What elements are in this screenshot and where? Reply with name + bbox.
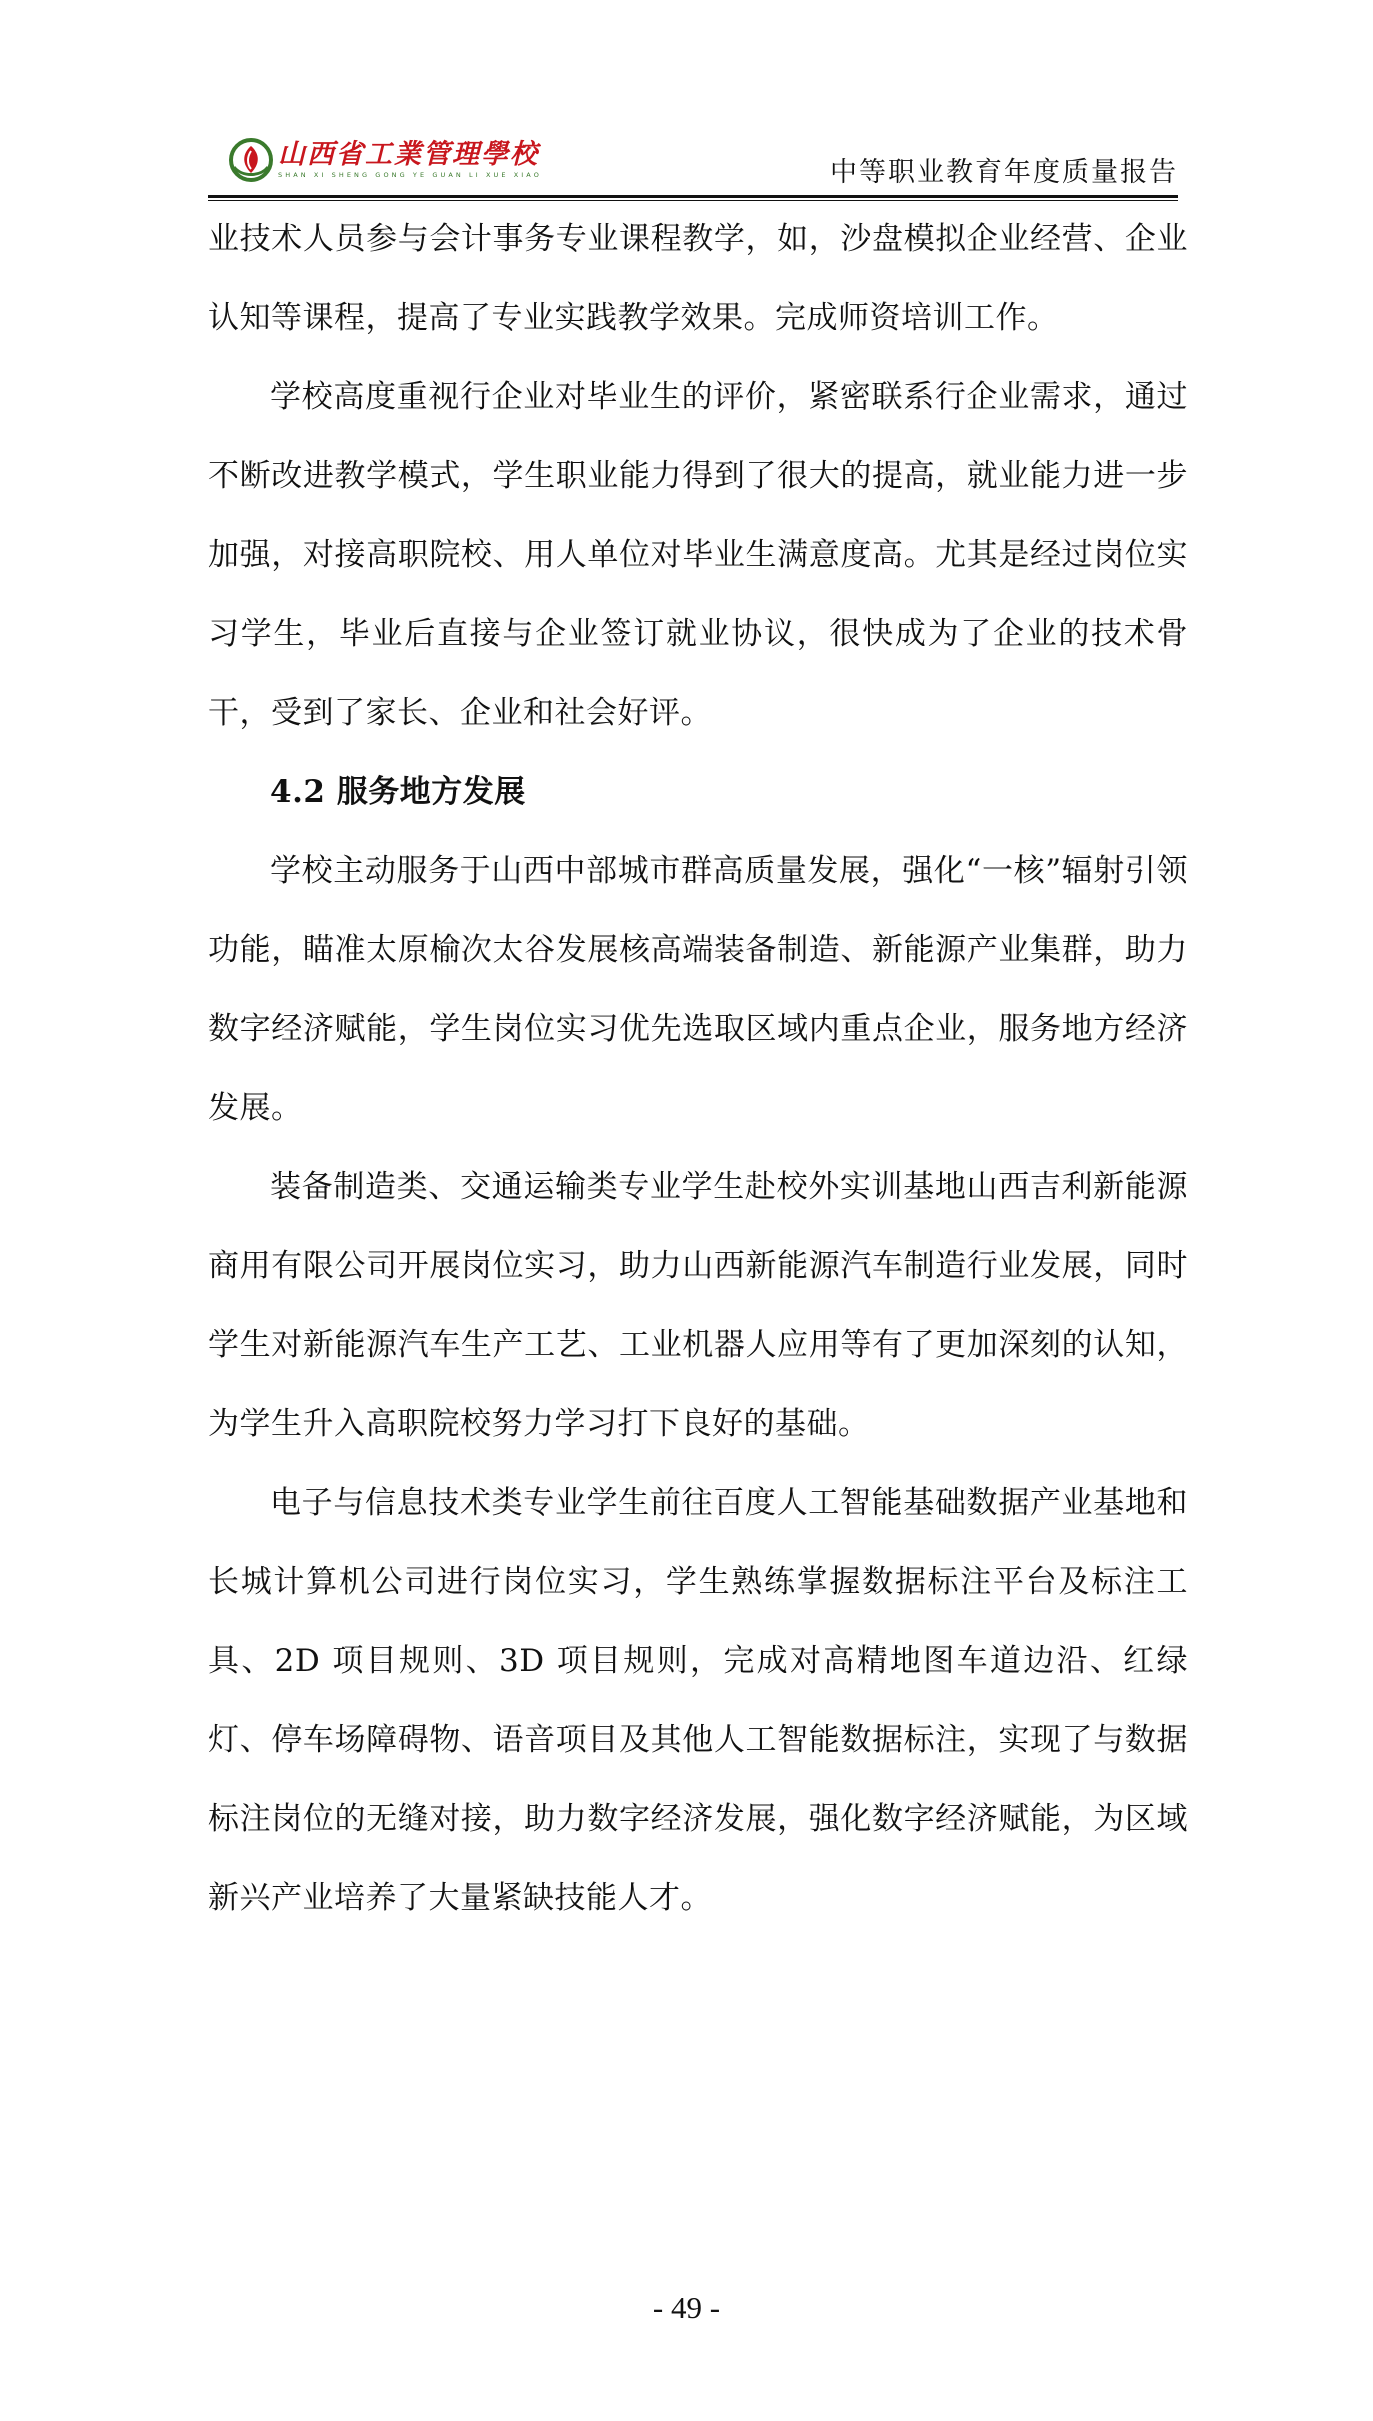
paragraph-5: 电子与信息技术类专业学生前往百度人工智能基础数据产业基地和长城计算机公司进行岗位实习，学生熟练掌握数据标注平台及标注工具、2D 项目规则、3D 项目规则，完成对高精地图车道边沿、红绿灯、停车场障碍物、语音项目及其他人工智能数据标注，实现了与数据标注岗位的无缝对接，助力数字经济发展，强化数字经济赋能，为区域新兴产业培养了大量紧缺技能人才。 — [208, 1485, 1188, 1916]
paragraph-1: 业技术人员参与会计事务专业课程教学，如，沙盘模拟企业经营、企业认知等课程，提高了专业实践教学效果。完成师资培训工作。 — [208, 221, 1188, 336]
school-pinyin: SHAN XI SHENG GONG YE GUAN LI XUE XIAO — [278, 171, 542, 180]
paragraph-3: 学校主动服务于山西中部城市群高质量发展，强化“一核”辐射引领功能，瞄准太原榆次太谷发展核高端装备制造、新能源产业集群，助力数字经济赋能，学生岗位实习优先选取区域内重点企业，服务地方经济发展。 — [208, 853, 1188, 1126]
page-number: - 49 - — [652, 2290, 721, 2325]
paragraph-2: 学校高度重视行企业对毕业生的评价，紧密联系行企业需求，通过不断改进教学模式，学生职业能力得到了很大的提高，就业能力进一步加强，对接高职院校、用人单位对毕业生满意度高。尤其是经过岗位实习学生，毕业后直接与企业签订就业协议，很快成为了企业的技术骨干，受到了家长、企业和社会好评。 — [208, 379, 1188, 731]
report-title: 中等职业教育年度质量报告 — [830, 157, 1178, 188]
school-name: 山西省工業管理學校 — [278, 139, 539, 171]
school-logo — [228, 131, 542, 189]
header-rule — [208, 195, 1178, 198]
page-header — [208, 125, 1178, 195]
school-emblem-icon — [228, 137, 274, 183]
paragraph-4: 装备制造类、交通运输类专业学生赴校外实训基地山西吉利新能源商用有限公司开展岗位实习，助力山西新能源汽车制造行业发展，同时学生对新能源汽车生产工艺、工业机器人应用等有了更加深刻的认知，为学生升入高职院校努力学习打下良好的基础。 — [208, 1169, 1188, 1442]
logo-text — [278, 141, 542, 179]
body-content — [208, 200, 1188, 1938]
section-heading: 4.2 服务地方发展 — [270, 774, 526, 810]
